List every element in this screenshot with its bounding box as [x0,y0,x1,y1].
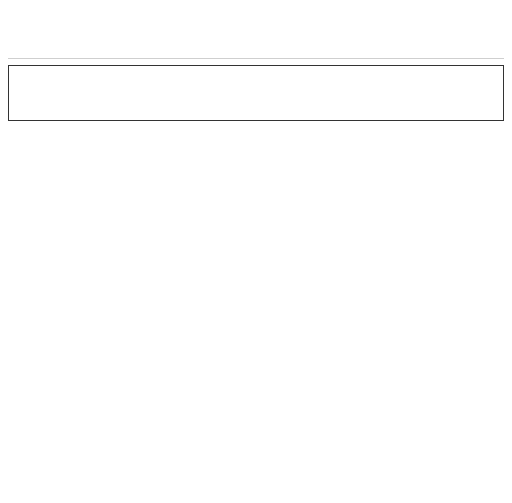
article-subheadline [8,65,504,121]
article-headline [8,6,504,59]
article-body-text [8,127,504,497]
